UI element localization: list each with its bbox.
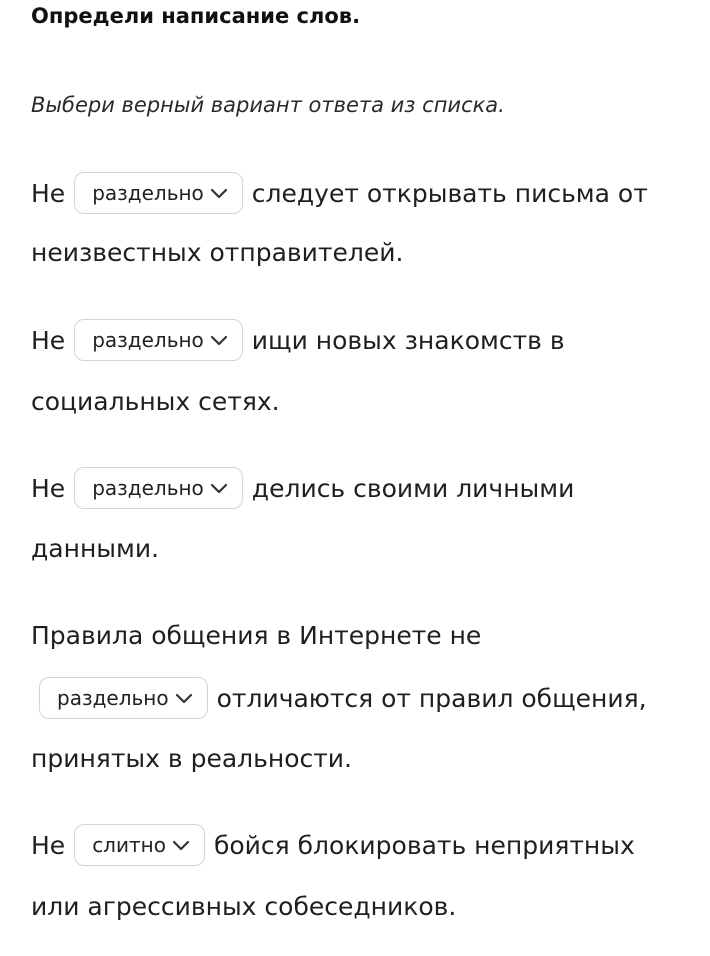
task-title: Определи написание слов.	[31, 4, 361, 28]
sentence-2-continuation: социальных сетях.	[31, 386, 280, 416]
sentence-4-continuation: принятых в реальности.	[31, 743, 352, 773]
task-instruction: Выбери верный вариант ответа из списка.	[31, 93, 505, 117]
sentence-4-prefix: Правила общения в Интернете не	[31, 620, 482, 650]
sentence-4-suffix: отличаются от правил общения,	[216, 683, 647, 713]
sentence-1-suffix: следует открывать письма от	[251, 178, 648, 208]
dropdown-value: раздельно	[92, 476, 204, 500]
sentence-2-suffix: ищи новых знакомств в	[251, 325, 565, 355]
sentence-1-line-1	[31, 172, 648, 214]
chevron-down-icon	[175, 692, 193, 704]
chevron-down-icon	[210, 482, 228, 494]
sentence-3-dropdown[interactable]	[74, 467, 243, 509]
sentence-5-line-1	[31, 824, 635, 866]
sentence-3-line-1	[31, 467, 574, 509]
sentence-4-line-3	[31, 737, 352, 779]
dropdown-value: слитно	[92, 833, 166, 857]
dropdown-value: раздельно	[92, 328, 204, 352]
sentence-3-suffix: делись своими личными	[251, 473, 575, 503]
dropdown-value: раздельно	[57, 686, 169, 710]
sentence-2-dropdown[interactable]	[74, 319, 243, 361]
sentence-4-line-1	[31, 614, 481, 656]
sentence-2-prefix: Не	[31, 325, 66, 355]
chevron-down-icon	[210, 334, 228, 346]
sentence-4-line-2	[39, 677, 647, 719]
sentence-3-continuation: данными.	[31, 533, 160, 563]
sentence-2-line-1	[31, 319, 565, 361]
sentence-3-prefix: Не	[31, 473, 66, 503]
sentence-1-dropdown[interactable]	[74, 172, 243, 214]
sentence-1-prefix: Не	[31, 178, 66, 208]
chevron-down-icon	[210, 187, 228, 199]
dropdown-value: раздельно	[92, 181, 204, 205]
sentence-5-prefix: Не	[31, 830, 66, 860]
sentence-5-suffix: бойся блокировать неприятных	[213, 830, 635, 860]
sentence-5-line-2	[31, 885, 456, 927]
sentence-1-line-2	[31, 231, 403, 273]
sentence-5-dropdown[interactable]	[74, 824, 205, 866]
sentence-3-line-2	[31, 527, 159, 569]
sentence-1-continuation: неизвестных отправителей.	[31, 237, 404, 267]
sentence-4-dropdown[interactable]	[39, 677, 208, 719]
sentence-5-continuation: или агрессивных собеседников.	[31, 891, 457, 921]
chevron-down-icon	[172, 839, 190, 851]
sentence-2-line-2	[31, 380, 280, 422]
